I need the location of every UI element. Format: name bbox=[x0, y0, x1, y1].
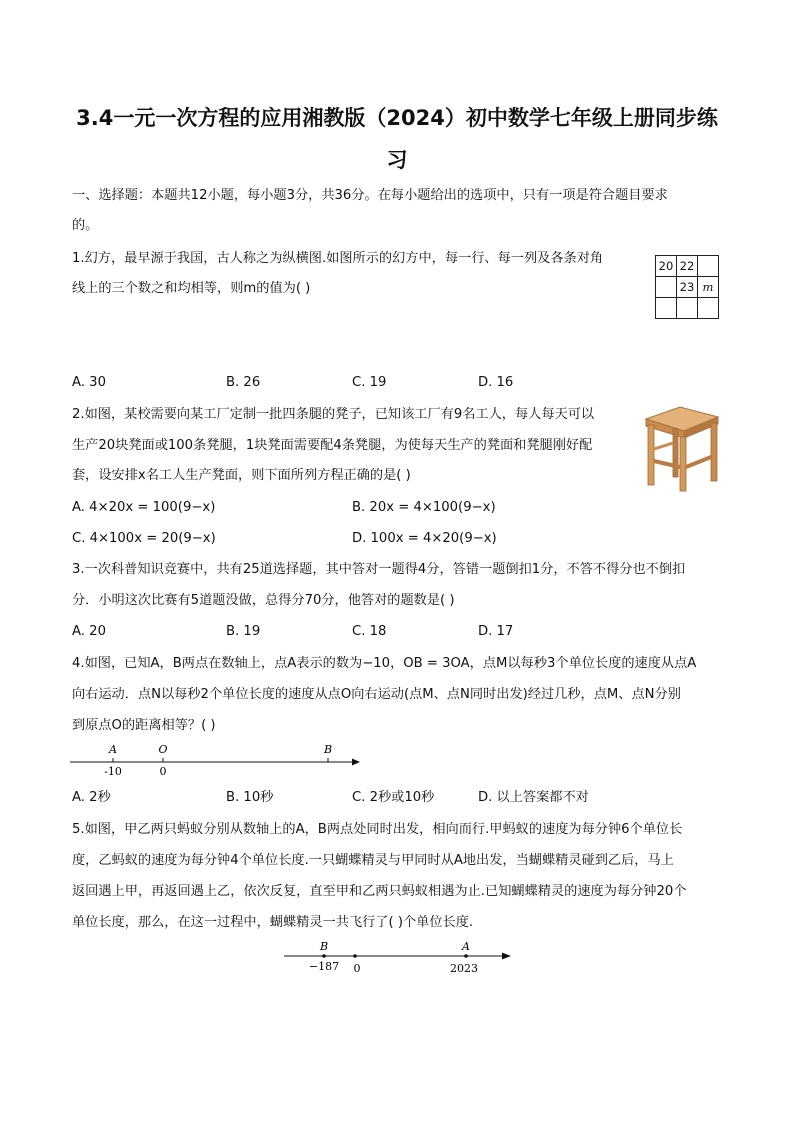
q4-option-d: D. 以上答案都不对 bbox=[478, 790, 589, 805]
q3-option-c: C. 18 bbox=[352, 624, 387, 639]
magic-square-grid bbox=[655, 255, 719, 319]
q2-option-b: B. 20x = 4×100(9−x) bbox=[352, 500, 496, 515]
point-label-a: A bbox=[462, 940, 470, 953]
axis-arrow bbox=[502, 953, 511, 960]
point-b-dot bbox=[322, 954, 326, 958]
q3-text-line2: 分．小明这次比赛有5道题没做，总得分70分，他答对的题数是( ) bbox=[72, 593, 455, 608]
q3-option-a: A. 20 bbox=[72, 624, 106, 639]
grid-cell bbox=[656, 298, 677, 319]
q2-text-line3: 套，设安排x名工人生产凳面，则下面所列方程正确的是( ) bbox=[72, 468, 411, 483]
q3-text-line1: 3.一次科普知识竞赛中，共有25道选择题，其中答对一题得4分，答错一题倒扣1分，不答不得分也不倒扣 bbox=[72, 562, 686, 577]
q3-option-d: D. 17 bbox=[478, 624, 514, 639]
grid-cell bbox=[677, 298, 698, 319]
q1-option-a: A. 30 bbox=[72, 375, 106, 390]
tick-label: −187 bbox=[308, 960, 340, 973]
tick-label: -10 bbox=[104, 765, 122, 778]
q4-number-line bbox=[66, 740, 366, 780]
q1-text-line2: 线上的三个数之和均相等，则m的值为( ) bbox=[72, 281, 311, 296]
tick-label: 2023 bbox=[450, 962, 478, 975]
q5-text-line4: 单位长度，那么，在这一过程中，蝴蝶精灵一共飞行了( )个单位长度. bbox=[72, 915, 474, 930]
point-label-b: B bbox=[319, 940, 329, 953]
point-a-dot bbox=[464, 954, 468, 958]
point-label-o: O bbox=[158, 743, 168, 756]
point-label-a: A bbox=[109, 743, 117, 756]
q1-option-c: C. 19 bbox=[352, 375, 387, 390]
q3-option-b: B. 19 bbox=[226, 624, 261, 639]
grid-cell: m bbox=[698, 277, 719, 298]
q4-option-c: C. 2秒或10秒 bbox=[352, 790, 435, 805]
q1-text-line1: 1.幻方，最早源于我国，古人称之为纵横图.如图所示的幻方中，每一行、每一列及各条对角 bbox=[72, 251, 604, 266]
section-header-continued: 的。 bbox=[72, 218, 99, 233]
q5-text-line1: 5.如图，甲乙两只蚂蚁分别从数轴上的A，B两点处同时出发，相向而行.甲蚂蚁的速度为每分钟6个单位长 bbox=[72, 822, 683, 837]
grid-cell bbox=[698, 298, 719, 319]
document-title: 3.4一元一次方程的应用湘教版（2024）初中数学七年级上册同步练 bbox=[76, 106, 718, 130]
section-header: 一、选择题：本题共12小题，每小题3分，共36分。在每小题给出的选项中，只有一项是符合题目要求 bbox=[72, 188, 668, 203]
q2-text-line1: 2.如图，某校需要向某工厂定制一批四条腿的凳子，已知该工厂有9名工人，每人每天可以 bbox=[72, 407, 595, 422]
grid-cell bbox=[698, 256, 719, 277]
grid-cell: 20 bbox=[656, 256, 677, 277]
tick-label: 0 bbox=[353, 962, 361, 975]
stool-image bbox=[640, 405, 722, 493]
q5-text-line3: 返回遇上甲，再返回遇上乙，依次反复，直至甲和乙两只蚂蚁相遇为止.已知蝴蝶精灵的速度为每分钟20个 bbox=[72, 884, 687, 899]
q4-option-b: B. 10秒 bbox=[226, 790, 274, 805]
q4-text-line2: 向右运动．点N以每秒2个单位长度的速度从点O向右运动(点M、点N同时出发)经过几秒，点M、点N分别 bbox=[72, 687, 681, 702]
q2-option-a: A. 4×20x = 100(9−x) bbox=[72, 500, 216, 515]
grid-cell bbox=[656, 277, 677, 298]
q2-text-line2: 生产20块凳面或100条凳腿，1块凳面需要配4条凳腿，为使每天生产的凳面和凳腿刚好配 bbox=[72, 438, 593, 453]
q4-option-a: A. 2秒 bbox=[72, 790, 111, 805]
grid-cell: 22 bbox=[677, 256, 698, 277]
q2-option-c: C. 4×100x = 20(9−x) bbox=[72, 531, 216, 546]
q1-option-d: D. 16 bbox=[478, 375, 514, 390]
q5-text-line2: 度，乙蚂蚁的速度为每分钟4个单位长度.一只蝴蝶精灵与甲同时从A地出发，当蝴蝶精灵碰到乙后，马上 bbox=[72, 853, 674, 868]
axis-arrow bbox=[352, 759, 360, 766]
q1-option-b: B. 26 bbox=[226, 375, 261, 390]
origin-dot bbox=[353, 954, 357, 958]
q4-text-line3: 到原点O的距离相等？( ) bbox=[72, 718, 216, 733]
document-title-continued: 习 bbox=[386, 148, 408, 172]
q4-text-line1: 4.如图，已知A，B两点在数轴上，点A表示的数为−10，OB = 3OA，点M以每秒3个单位长度的速度从点A bbox=[72, 656, 697, 671]
point-label-b: B bbox=[323, 743, 333, 756]
tick-label: 0 bbox=[159, 765, 167, 778]
grid-cell: 23 bbox=[677, 277, 698, 298]
q2-option-d: D. 100x = 4×20(9−x) bbox=[352, 531, 497, 546]
q5-number-line bbox=[280, 938, 516, 978]
